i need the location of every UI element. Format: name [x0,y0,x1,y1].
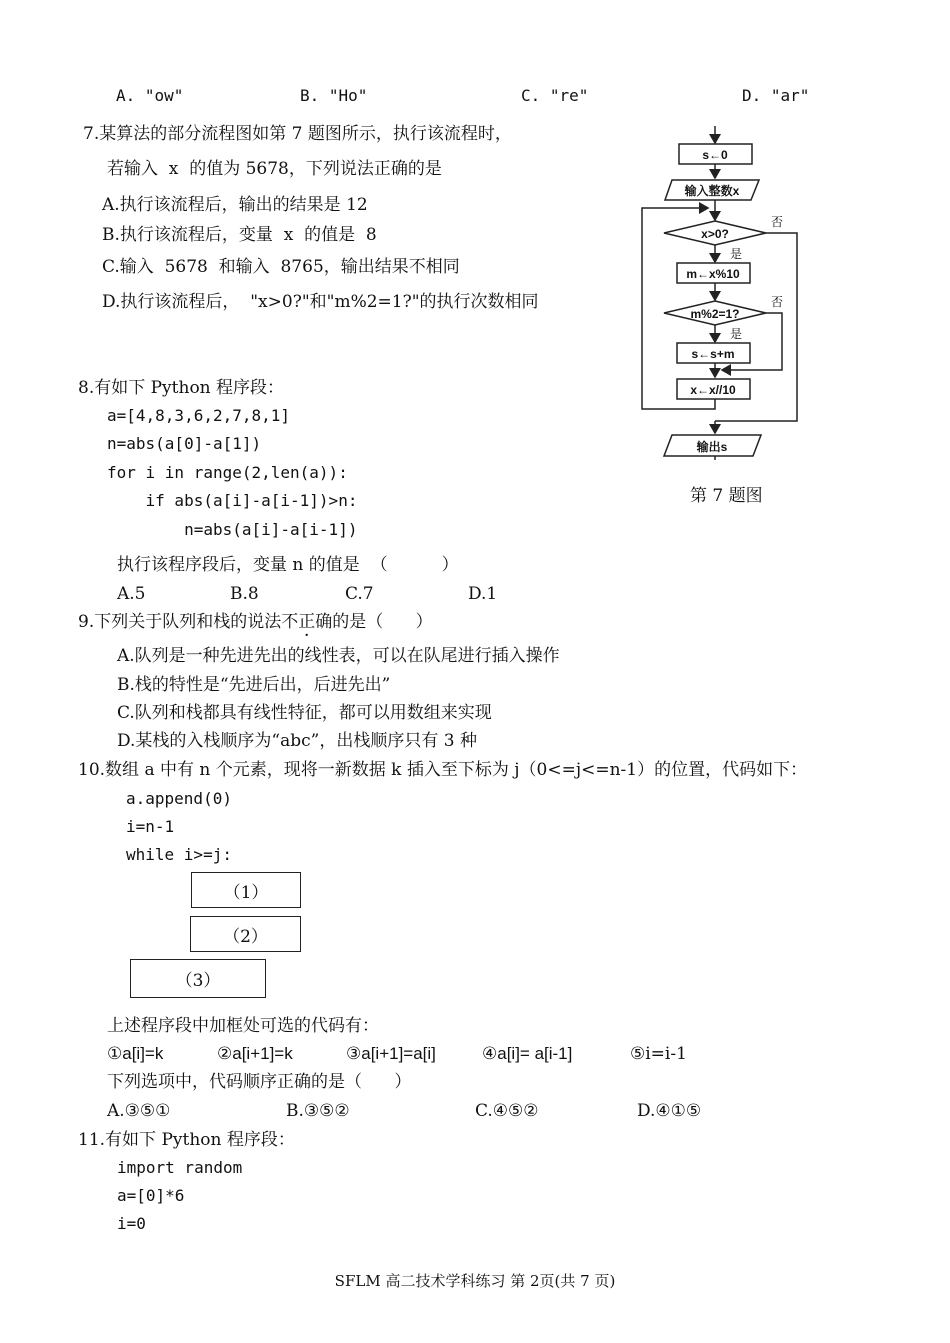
q11-code-line3: i=0 [117,1214,146,1233]
q8-code-line3: for i in range(2,len(a)): [107,463,348,482]
q8-option-b: B.8 [230,584,259,604]
q11-code-line1: import random [117,1158,243,1177]
q10-choice-4: ④a[i]= a[i-1] [482,1044,573,1063]
q10-code-line2: i=n-1 [126,817,175,836]
q10-option-b: B.③⑤② [286,1101,350,1121]
q10-question: 下列选项中，代码顺序正确的是（ ） [107,1072,412,1092]
q10-blank-3: （3） [130,959,266,998]
flowchart [630,120,810,460]
q10-code-line1: a.append(0) [126,789,232,808]
q7-option-c: C.输入 5678 和输入 8765，输出结果不相同 [102,257,460,277]
flow-step-m: m←x%10 [686,267,740,281]
q7-stem-line2: 若输入 x 的值为 5678，下列说法正确的是 [107,159,442,179]
q9-option-b: B.栈的特性是“先进后出，后进先出” [117,675,391,695]
flow-no1: 否 [770,215,784,229]
q10-option-a: A.③⑤① [107,1101,171,1121]
q10-choice-1: ①a[i]=k [107,1044,164,1063]
page-footer: SFLM 高二技术学科练习 第 2页(共 7 页) [334,1272,616,1290]
q8-code-line4: if abs(a[i]-a[i-1])>n: [107,491,358,510]
q8-option-c: C.7 [345,584,374,604]
q10-blank-2: （2） [190,916,301,952]
q10-choice-2: ②a[i+1]=k [217,1044,293,1063]
q10-blank-1: （1） [191,872,301,908]
q9-option-d: D.某栈的入栈顺序为“abc”，出栈顺序只有 3 种 [117,731,477,751]
q10-code-line3: while i>=j: [126,845,232,864]
q6-option-b: B. "Ho" [300,86,368,105]
q8-title: 8.有如下 Python 程序段： [78,378,285,398]
q9-option-c: C.队列和栈都具有线性特征，都可以用数组来实现 [117,703,492,723]
q11-title: 11.有如下 Python 程序段： [78,1130,295,1150]
q10-option-d: D.④①⑤ [637,1101,702,1121]
q8-code-line1: a=[4,8,3,6,2,7,8,1] [107,406,291,425]
q8-option-a: A.5 [117,584,146,604]
q10-prompt: 上述程序段中加框处可选的代码有： [107,1016,379,1036]
q7-option-b: B.执行该流程后，变量 x 的值是 8 [102,225,377,245]
q8-question: 执行该程序段后，变量 n 的值是 （ ） [117,555,459,575]
q10-choice-3: ③a[i+1]=a[i] [346,1044,436,1063]
flow-yes1: 是 [729,247,743,261]
flow-yes2: 是 [729,327,743,341]
q7-stem-line1: 7.某算法的部分流程图如第 7 题图所示，执行该流程时， [83,124,512,144]
q11-code-line2: a=[0]*6 [117,1186,185,1205]
q10-choice-5: ⑤i=i-1 [630,1044,687,1064]
q10-title: 10.数组 a 中有 n 个元素，现将一新数据 k 插入至下标为 j（0<=j<=n-1）的位置，代码如下： [78,760,808,780]
q9-emphasis: 不正确 [281,612,333,632]
flowchart-caption: 第 7 题图 [690,486,763,506]
q10-option-c: C.④⑤② [475,1101,539,1121]
flow-s-init: s←0 [702,148,728,162]
flow-cond2: m%2=1? [690,307,740,321]
q8-option-d: D.1 [468,584,498,604]
q9-title: 9.下列关于队列和栈的说法不正确的是（ ） [78,612,433,632]
q8-code-line2: n=abs(a[0]-a[1]) [107,434,262,453]
q7-option-a: A.执行该流程后，输出的结果是 12 [102,195,368,215]
q7-option-d: D.执行该流程后， "x>0?"和"m%2=1?"的执行次数相同 [102,292,539,312]
flow-step-s: s←s+m [691,347,735,361]
flow-no2: 否 [770,295,784,309]
q8-code-line5: n=abs(a[i]-a[i-1]) [107,520,358,539]
q6-option-c: C. "re" [521,86,589,105]
q6-option-a: A. "ow" [116,86,184,105]
flow-input: 输入整数x [684,184,740,198]
q9-option-a: A.队列是一种先进先出的线性表，可以在队尾进行插入操作 [117,646,560,666]
flow-output: 输出s [696,440,728,454]
q6-option-d: D. "ar" [742,86,810,105]
flow-step-x: x←x//10 [690,383,736,397]
flow-cond1: x>0? [701,227,729,241]
